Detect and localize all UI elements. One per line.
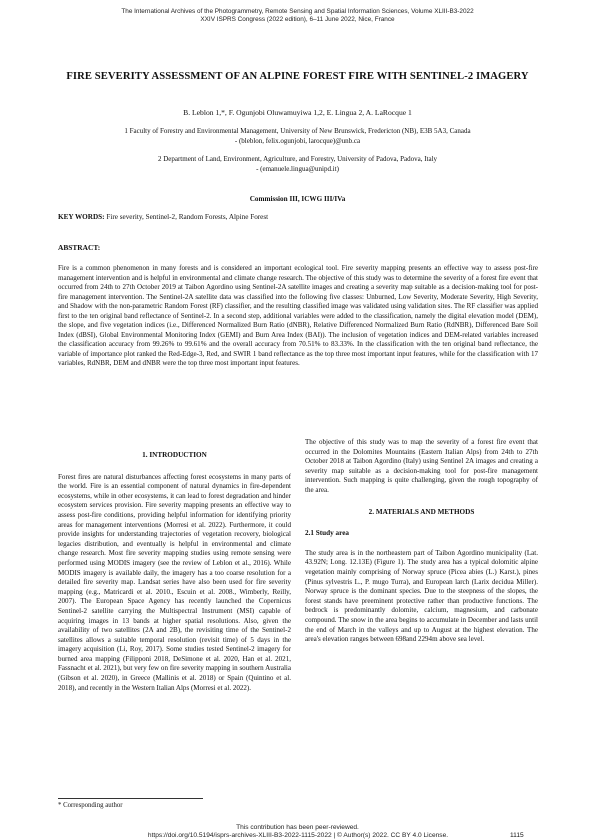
introduction-heading: 1. INTRODUCTION: [142, 451, 207, 459]
study-area-heading: 2.1 Study area: [305, 529, 349, 538]
keywords-text: Fire severity, Sentinel-2, Random Forests, Alpine Forest: [106, 213, 269, 221]
journal-header: [20, 8, 575, 24]
affiliation-1-line1: 1 Faculty of Forestry and Environmental Management, University of New Brunswick, Fredericton (NB), E3B 5A3, Canada: [124, 127, 471, 135]
affiliation-1: [40, 127, 555, 146]
peer-review-note: This contribution has been peer-reviewed.: [236, 824, 359, 831]
commission-label: Commission III, ICWG III/IVa: [249, 195, 346, 203]
right-column: [305, 438, 538, 645]
abstract-heading: ABSTRACT:: [58, 243, 101, 252]
footnote: * Corresponding author: [58, 802, 123, 809]
affiliation-1-email: - (bleblon, felix.ogunjobi, larocque)@unb.ca: [234, 136, 361, 145]
left-column: [58, 451, 291, 693]
keywords: [58, 213, 538, 221]
methods-heading: 2. MATERIALS AND METHODS: [368, 507, 475, 516]
footnote-divider: [58, 798, 203, 799]
author-list: B. Leblon 1,*, F. Ogunjobi Oluwamuyiwa 1,2, E. Lingua 2, A. LaRocque 1: [183, 108, 412, 117]
affiliation-2-line1: 2 Department of Land, Environment, Agriculture, and Forestry, University of Padova, Padova, Italy: [157, 155, 438, 163]
journal-header-line1: The International Archives of the Photogrammetry, Remote Sensing and Spatial Information Sciences, Volume XLIII-B3-2022: [121, 8, 474, 15]
doi-license-line[interactable]: https://doi.org/10.5194/isprs-archives-XLIII-B3-2022-1115-2022 | © Author(s) 2022. CC BY 4.0 License.: [147, 832, 449, 839]
journal-header-line2: XXIV ISPRS Congress (2022 edition), 6–11 June 2022, Nice, France: [200, 16, 395, 24]
abstract-text: Fire is a common phenomenon in many forests and is considered an important ecological tool. Fire severity mapping presents an effective way to assess post-fire management intervention and is helpful in environmental and climate change research. The objective of this study was to determine the severity of a forest fire event that occurred from 24th to 27th October 2019 at Taibon Agordino using Sentinel-2A satellite images and creating a severity map suitable as a decision-making tool for post-fire management intervention. The Sentinel-2A satellite data was classified into the following five classes: Unburned, Low Severity, Moderate Severity, High Severity, and Shadow with the non-parametric Random Forest (RF) classifier, and the resulting classified image was validated using validation sites. The RF classifier was applied first to the ten original band reflectance of Sentinel-2. In a second step, additional variables were added to the classification, namely the digital elevation model (DEM), the slope, and five vegetation indices (i.e., Differenced Normalized Burn Ratio (dNBR), Relative Differenced Normalized Burn Ratio (RdNBR), Differenced Bare Soil Index (dBSI), Global Environmental Monitoring Index (GEMI) and Burn Area Index (BAI)). The inclusion of vegetation indices and DEM-related variables increased the classification accuracy from 99.26% to 99.61% and the overall accuracy from 70.51% to 83.33%. In the classification with the ten original band reflectance, the variable of importance plot ranked the Red-Edge-3, Red, and SWIR 1 band reflectance as the top three most important input features, while for the classification with 17 variables, RdNBR, DEM and dNBR were the top three most important input features.: [58, 264, 538, 368]
affiliation-2-email: - (emanuele.lingua@unipd.it): [256, 164, 339, 173]
paper-title: FIRE SEVERITY ASSESSMENT OF AN ALPINE FOREST FIRE WITH SENTINEL-2 IMAGERY: [66, 71, 529, 82]
page-number: 1115: [510, 832, 524, 839]
objective-text: The objective of this study was to map the severity of a forest fire event that occurred in the Dolomites Mountains (Eastern Italian Alps) from 24th to 27th October 2018 at Taibon Agordino (Italy) using Sentinel 2A images and creating a severity map suitable as a decision-making tool for post-fire management intervention. Such mapping is quite challenging, given the rough topography of the area.: [305, 438, 538, 494]
introduction-text: Forest fires are natural disturbances affecting forest ecosystems in many parts of the world. Fire is an essential component of natural dynamics in fire-dependent ecosystems, while in other ecosystems, it can lead to forest degradation and hinder ecosystem services provision. Fire severity mapping presents an effective way to assess post-fire conditions, providing helpful information for identifying priority areas for management interventions (Morresi et al. 2022). Furthermore, it could provide insights for understanding trajectories of vegetation recovery, biological legacies distribution, and eventually is helpful in environmental and climate change research. Most fire severity mapping studies using remote sensing were performed using MODIS imagery (see the review of Leblon et al., 2016). While MODIS imagery is available daily, the imagery has a too coarse resolution for a detailed fire severity map. Landsat series have also been used for fire severity mapping (e.g., Matricardi et al. 2010., Escuin et al. 2008., Wimberly, Reilly, 2007). The European Space Agency has recently launched the Copernicus Sentinel-2 satellite carrying the Multispectral Instrument (MSI) capable of acquiring images in 13 bands at higher spatial resolutions. Also, given the availability of two satellites (2A and 2B), the revisiting time of the Sentinel-2 satellites allows a suitable temporal resolution (revisit time) of 5 days in the imagery acquisition (Li, Roy, 2017). Some studies tested Sentinel-2 imagery for burned area mapping (Filipponi 2018, DeSimone et al. 2020, Han et al. 2021, Fassnacht et al. 2021), but very few on fire severity mapping in southern Australia (Gibson et al. 2020), in Greece (Mallinis et al. 2018) or Spain (Quintino et al. 2018), and recently in the Western Italian Alps (Morresi et al. 2022).: [58, 472, 291, 692]
keywords-label: KEY WORDS:: [58, 213, 105, 221]
study-area-text: The study area is in the northeastern part of Taibon Agordino municipality (Lat. 43.92N; Long. 12.13E) (Figure 1). The study area has a typical dolomitic alpine vegetation mainly comprising of Norway spruce (Picea abies (L.) Karst.), pines (Pinus sylvestris L., P. mugo Turra), and European larch (Larix decidua Miller). Norway spruce is the dominant species. Due to the steepness of the slopes, the forest stands have preeminent protective rather than productive functions. The bedrock is predominantly dolomite, calcium, magnesium, and carbonate compound. The snow in the area begins to accumulate in December and lasts until the end of March in the valleys and up to August at the highest elevation. The area's elevation ranges between 698and 2294m above sea level.: [305, 548, 538, 644]
affiliation-2: [40, 155, 555, 174]
